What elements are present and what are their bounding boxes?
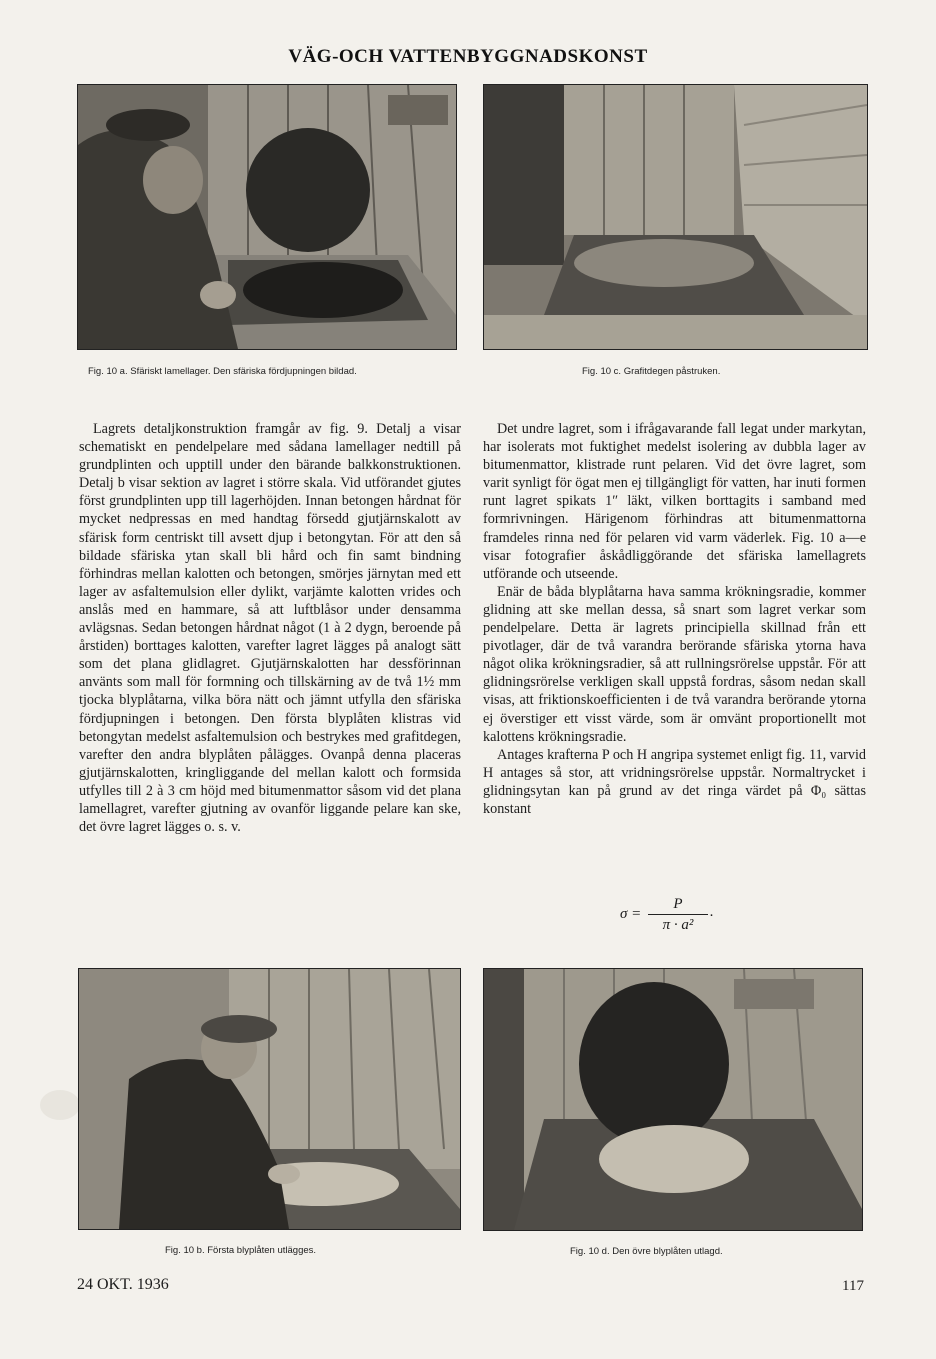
- right-paragraph-1: Det undre lagret, som i ifrågavarande fall legat under markytan, har isolerats mot fuktighet medelst isolering av dubbla lager av bitumenmattor, klistrade runt pelaren. Vid det övre lagret, som varit synligt för ögat men ej tillgängligt för vatten, har inuti formen runt lagret spikats 1″ läkt, vilken borttagits i samband med formrivningen. Härigenom förhindras att bitumenmattorna framdeles rinna ned för pelaren vid varm väderlek. Fig. 10 a—e visar fotografier åskådliggörande det sfäriska lamellagrets utförande och utseende.: [483, 421, 866, 582]
- photo-fig-10c: [483, 84, 868, 350]
- left-column-text: [79, 420, 461, 836]
- caption-fig-10d: Fig. 10 d. Den övre blyplåten utlagd.: [570, 1246, 723, 1257]
- left-paragraph-1: Lagrets detaljkonstruktion framgår av fig. 9. Detalj a visar schematiskt en pendelpelare med sådana lamellager nedtill på grundplinten och upptill under den bärande balkkonstruktionen. Detalj b visar sektion av lagret i större skala. Vid utförandet gjutes först grundplinten upp till lagerhöjden. Innan betongen hårdnat för mycket nedpressas en med handtag försedd gjutjärnskalott av sfärisk form centriskt till avsett djup i betongytan. För att den så bildade sfäriska ytan skall bli hård och fin samt bindning förhindras mellan kalotten och betongen, smörjes järnytan med ett lager av asfaltemulsion eller dylikt, varjämte kalotten vrides och anslås med en hammare, så att luftblåsor under densamma avlägsnas. Sedan betongen hårdnat något (1 à 2 dygn, beroende på årstiden) borttages kalotten, varefter lagret lägges på analogt sätt som det plana glidlagret. Gjutjärnskalotten har dessförinnan använts som mall för formning och tillskärning av de två 1½ mm tjocka blyplåtarna, vilka böra nätt och jämnt utfylla den sfäriska fördjupningen i betongen. Den första blyplåten klistras vid betongytan medelst asfaltemulsion och bestrykes med grafitdegen, varefter den andra blyplåten pålägges. Ovanpå denna placeras gjutjärnskalotten, kringliggande del mellan kalott och formsida utfylles till 2 à 3 cm höjd med bitumenmattor såsom vid det plana lamellagret, varefter gjutning av ovanför liggande pelare kan ske, det övre lagret lägges o. s. v.: [79, 421, 461, 836]
- caption-fig-10a: Fig. 10 a. Sfäriskt lamellager. Den sfäriska fördjupningen bildad.: [88, 366, 357, 377]
- photo-fig-10a: [77, 84, 457, 350]
- page-number: 117: [842, 1278, 864, 1294]
- right-column-text: [483, 420, 866, 818]
- page-header: VÄG-OCH VATTENBYGGNADSKONST: [288, 46, 648, 67]
- right-paragraph-3: Antages krafterna P och H angripa systemet enligt fig. 11, varvid H antages så stor, att vridningsrörelse uppstår. Normaltrycket i glidningsytan kan på grund av det ringa värdet på Φ₀ sättas konstant: [483, 746, 866, 817]
- sigma-formula: [620, 894, 730, 938]
- formula-denominator: π · a²: [662, 917, 694, 933]
- issue-date: 24 OKT. 1936: [77, 1276, 169, 1293]
- formula-fraction: [648, 896, 708, 934]
- formula-lhs: σ =: [620, 906, 642, 922]
- photo-fig-10d: [483, 968, 863, 1231]
- formula-numerator: P: [648, 896, 708, 915]
- paper-stain: [40, 1090, 80, 1120]
- caption-fig-10c: Fig. 10 c. Grafitdegen påstruken.: [582, 366, 721, 377]
- photo-fig-10b: [78, 968, 461, 1230]
- formula-trail: .: [710, 904, 714, 920]
- caption-fig-10b: Fig. 10 b. Första blyplåten utlägges.: [165, 1245, 317, 1256]
- right-paragraph-2: Enär de båda blyplåtarna hava samma krökningsradie, kommer glidning att ske mellan dessa, så snart som lagret verkar som pendelpelare. Detta är lagrets principiella skillnad från ett pivotlager, där de två varandra berörande sfäriska ytorna hava något olika krökningsradier, så att rullningsrörelse uppstår. För att glidningsrörelse verkligen skall uppstå fordras, såsom nedan skall visas, att friktionskoefficienten i de två varandra berörande ytorna ej överstiger ett visst värde, som är omvänt proportionellt mot kalottens krökningsradie.: [483, 583, 866, 745]
